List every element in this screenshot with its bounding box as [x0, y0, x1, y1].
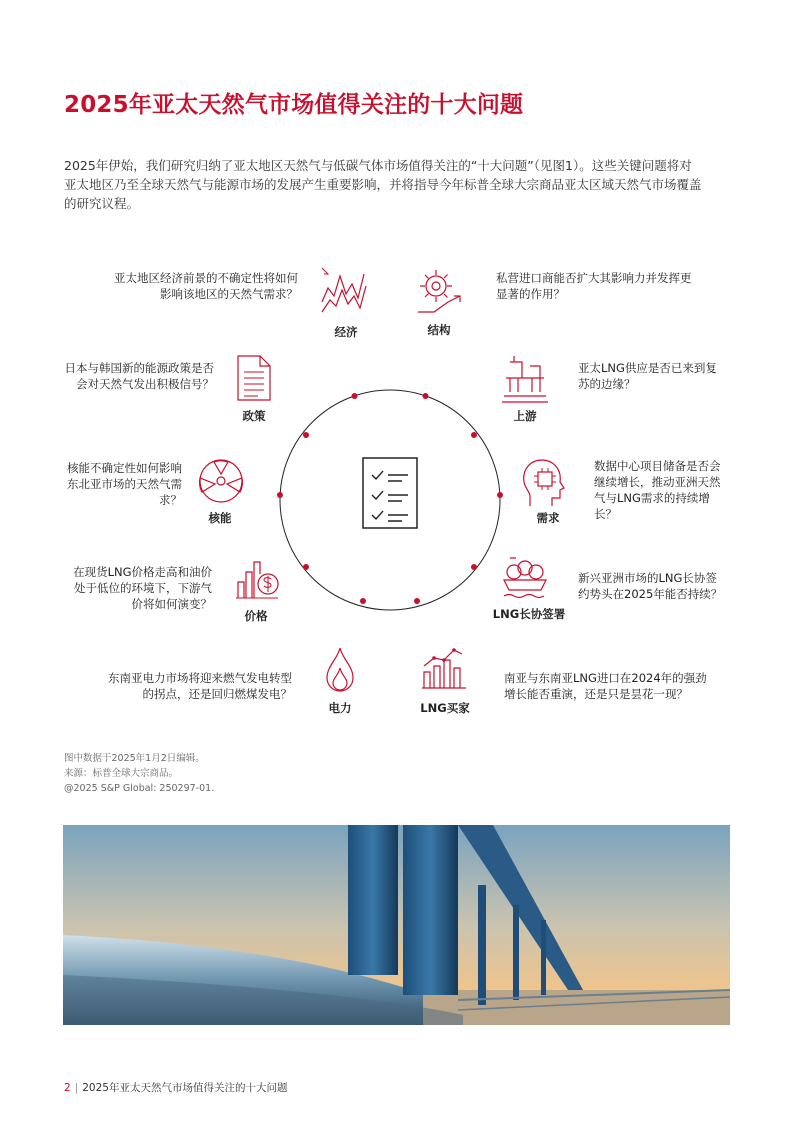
document-icon — [236, 354, 272, 402]
bar-growth-icon — [420, 646, 468, 690]
label-structure: 结构 — [427, 323, 451, 337]
lng-ship-icon — [500, 552, 550, 602]
price-chart-icon — [234, 552, 280, 600]
pipeline-photo — [63, 825, 730, 1025]
question-price: 在现货LNG价格走高和油价处于低位的环境下，下游气价将如何演变？ — [73, 565, 212, 611]
note-copyright: @2025 S&P Global: 250297-01. — [64, 783, 215, 794]
footer-title: 2025年亚太天然气市场值得关注的十大问题 — [82, 1082, 288, 1094]
checklist-icon — [360, 455, 420, 531]
radiation-icon — [198, 458, 244, 504]
gear-growth-icon — [414, 266, 464, 316]
ring-dot — [303, 564, 309, 570]
ring-dot — [352, 393, 358, 399]
question-policy: 日本与韩国新的能源政策是否会对天然气发出积极信号？ — [64, 361, 214, 391]
ring-dot — [471, 432, 477, 438]
label-price: 价格 — [244, 609, 268, 623]
ring-dot — [277, 492, 283, 498]
note-date: 图中数据于2025年1月2日编辑。 — [64, 753, 205, 764]
label-demand: 需求 — [536, 511, 560, 525]
label-economy: 经济 — [334, 325, 358, 339]
page-title: 2025年亚太天然气市场值得关注的十大问题 — [64, 92, 524, 118]
head-chip-icon — [522, 458, 568, 508]
label-lng-buyers: LNG买家 — [420, 701, 470, 715]
page-footer — [64, 1080, 287, 1095]
ring-dot — [423, 393, 429, 399]
label-nuclear: 核能 — [208, 511, 232, 525]
ring-dot — [497, 492, 503, 498]
label-power: 电力 — [328, 701, 352, 715]
page-number: 2 — [64, 1082, 71, 1094]
footer-separator: | — [74, 1082, 79, 1094]
top-ten-diagram — [0, 250, 793, 730]
question-structure: 私营进口商能否扩大其影响力并发挥更显著的作用？ — [496, 271, 692, 301]
question-upstream: 亚太LNG供应是否已来到复苏的边缘？ — [578, 361, 717, 391]
question-economy: 亚太地区经济前景的不确定性将如何影响该地区的天然气需求？ — [114, 271, 298, 301]
question-lng-buyers: 南亚与东南亚LNG进口在2024年的强劲增长能否重演，还是只是昙花一现？ — [504, 671, 707, 701]
label-policy: 政策 — [242, 409, 266, 423]
label-lng-contracts: LNG长协签署 — [492, 607, 566, 621]
note-source: 来源：标普全球大宗商品。 — [64, 768, 179, 779]
ring-dot — [303, 432, 309, 438]
label-upstream: 上游 — [513, 409, 537, 423]
intro-paragraph: 2025年伊始，我们研究归纳了亚太地区天然气与低碳气体市场值得关注的“十大问题”（见图1）。这些关键问题将对亚太地区乃至全球天然气与能源市场的发展产生重要影响，并将指导今年标普全球大宗商品亚太区域天然气市场覆盖的研究议程。 — [64, 158, 702, 211]
question-nuclear: 核能不确定性如何影响东北亚市场的天然气需求？ — [67, 461, 182, 507]
figure-notes — [64, 751, 214, 796]
ring-dot — [414, 598, 420, 604]
question-power: 东南亚电力市场将迎来燃气发电转型的拐点，还是回归燃煤发电？ — [108, 671, 292, 701]
question-lng-contracts: 新兴亚洲市场的LNG长协签约势头在2025年能否持续？ — [578, 571, 723, 601]
volatile-chart-icon — [320, 266, 368, 314]
question-demand: 数据中心项目储备是否会继续增长，推动亚洲天然气与LNG需求的持续增长？ — [594, 459, 721, 521]
flame-icon — [325, 646, 355, 692]
ring-dot — [360, 598, 366, 604]
ring-dot — [471, 564, 477, 570]
offshore-platform-icon — [500, 354, 550, 404]
